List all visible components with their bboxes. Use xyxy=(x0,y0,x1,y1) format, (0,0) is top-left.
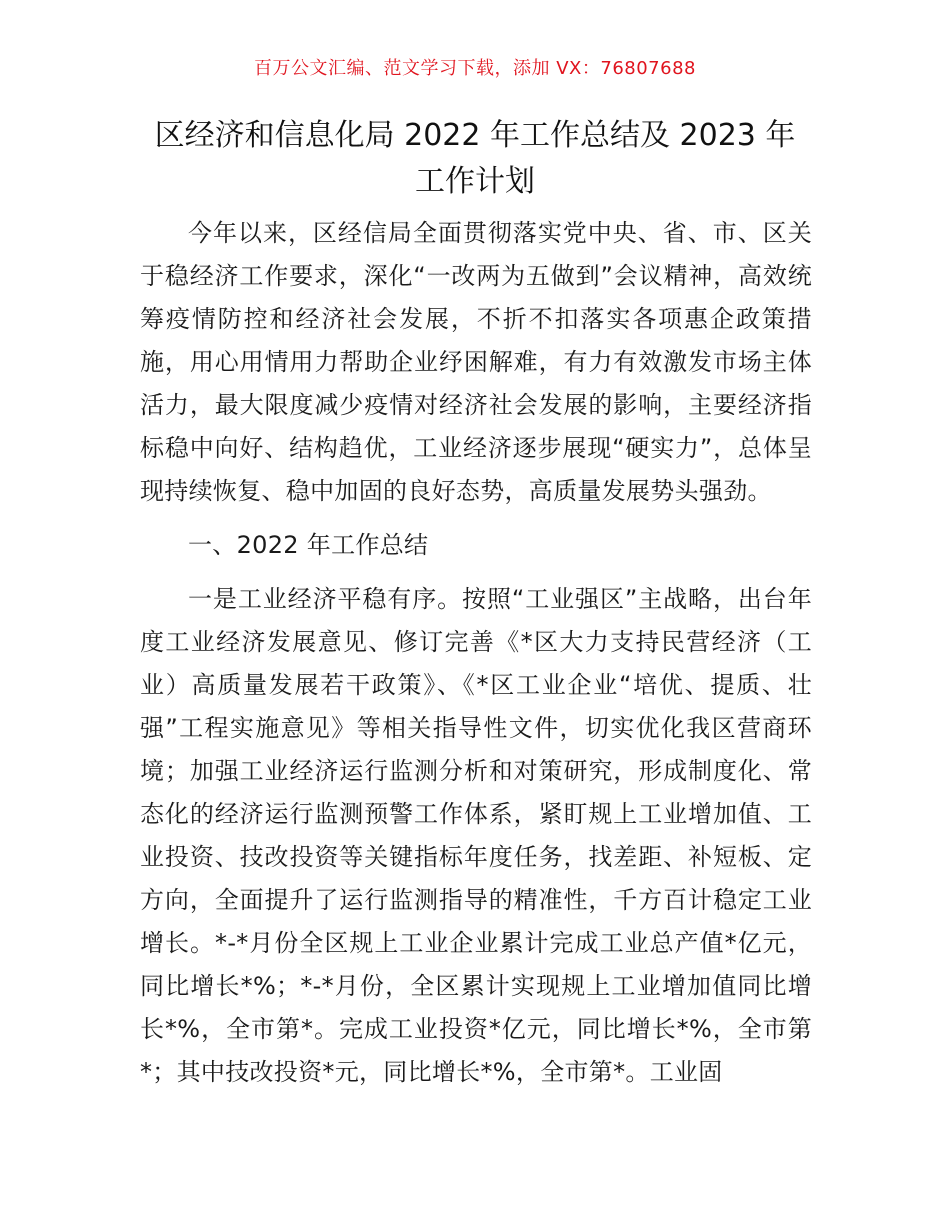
section-paragraph: 一是工业经济平稳有序。按照“工业强区”主战略，出台年度工业经济发展意见、修订完善《*区大力支持民营经济（工业）高质量发展若干政策》、《*区工业企业“培优、提质、壮强”工程实施意见》等相关指导性文件，切实优化我区营商环境；加强工业经济运行监测分析和对策研究，形成制度化、常态化的经济运行监测预警工作体系，紧盯规上工业增加值、工业投资、技改投资等关键指标年度任务，找差距、补短板、定方向，全面提升了运行监测指导的精准性，千方百计稳定工业增长。*-*月份全区规上工业企业累计完成工业总产值*亿元，同比增长*%；*-*月份，全区累计实现规上工业增加值同比增长*%，全市第*。完成工业投资*亿元，同比增长*%，全市第*；其中技改投资*元，同比增长*%，全市第*。工业固 xyxy=(140,585,812,1086)
intro-paragraph: 今年以来，区经信局全面贯彻落实党中央、省、市、区关于稳经济工作要求，深化“一改两为五做到”会议精神，高效统筹疫情防控和经济社会发展，不折不扣落实各项惠企政策措施，用心用情用力帮助企业纾困解难，有力有效激发市场主体活力，最大限度减少疫情对经济社会发展的影响，主要经济指标稳中向好、结构趋优，工业经济逐步展现“硬实力”，总体呈现持续恢复、稳中加固的良好态势，高质量发展势头强劲。 xyxy=(140,219,812,505)
section-heading: 一、2022 年工作总结 xyxy=(188,531,429,559)
document-body xyxy=(140,212,812,1105)
header-watermark-note: 百万公文汇编、范文学习下载，添加 VX：76807688 xyxy=(254,58,696,79)
page-title: 区经济和信息化局 2022 年工作总结及 2023 年工作计划 xyxy=(154,118,796,199)
